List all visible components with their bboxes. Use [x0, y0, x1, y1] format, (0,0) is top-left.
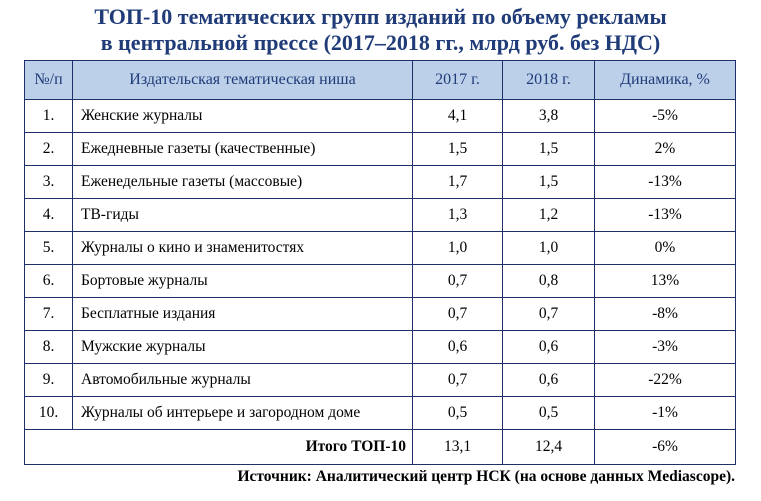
row-dynamics: -3% — [595, 331, 736, 364]
row-dynamics: -13% — [595, 166, 736, 199]
row-number: 4. — [25, 199, 73, 232]
row-dynamics: 0% — [595, 232, 736, 265]
row-niche: Журналы об интерьере и загородном доме — [73, 397, 413, 430]
row-niche: ТВ-гиды — [73, 199, 413, 232]
row-number: 8. — [25, 331, 73, 364]
table-row — [25, 133, 736, 166]
header-niche: Издательская тематическая ниша — [73, 61, 413, 100]
total-dynamics: -6% — [595, 430, 736, 465]
header-dynamics: Динамика, % — [595, 61, 736, 100]
row-2017: 1,5 — [413, 133, 503, 166]
row-2017: 1,3 — [413, 199, 503, 232]
page-title — [0, 4, 761, 56]
row-niche: Ежедневные газеты (качественные) — [73, 133, 413, 166]
row-number: 9. — [25, 364, 73, 397]
table-header-row — [25, 61, 736, 100]
row-2017: 0,5 — [413, 397, 503, 430]
row-dynamics: -5% — [595, 100, 736, 133]
source-note: Источник: Аналитический центр НСК (на основе данных Mediascope). — [237, 468, 735, 485]
row-number: 7. — [25, 298, 73, 331]
row-niche: Женские журналы — [73, 100, 413, 133]
row-number: 6. — [25, 265, 73, 298]
row-niche: Бортовые журналы — [73, 265, 413, 298]
row-2018: 1,2 — [503, 199, 595, 232]
row-2018: 3,8 — [503, 100, 595, 133]
header-2017: 2017 г. — [413, 61, 503, 100]
row-2018: 1,5 — [503, 133, 595, 166]
row-2018: 1,0 — [503, 232, 595, 265]
table-row — [25, 331, 736, 364]
ad-volume-table — [24, 60, 736, 465]
row-number: 5. — [25, 232, 73, 265]
row-2017: 0,6 — [413, 331, 503, 364]
row-2018: 1,5 — [503, 166, 595, 199]
row-dynamics: -13% — [595, 199, 736, 232]
row-dynamics: -1% — [595, 397, 736, 430]
total-label-cell — [25, 430, 413, 465]
total-row — [25, 430, 736, 465]
row-2018: 0,5 — [503, 397, 595, 430]
table-row — [25, 199, 736, 232]
row-2017: 4,1 — [413, 100, 503, 133]
row-niche: Бесплатные издания — [73, 298, 413, 331]
row-number: 1. — [25, 100, 73, 133]
row-number: 10. — [25, 397, 73, 430]
header-number: №/п — [25, 61, 73, 100]
row-2017: 0,7 — [413, 298, 503, 331]
row-niche: Еженедельные газеты (массовые) — [73, 166, 413, 199]
row-2017: 1,0 — [413, 232, 503, 265]
table-row — [25, 397, 736, 430]
row-dynamics: 13% — [595, 265, 736, 298]
row-dynamics: 2% — [595, 133, 736, 166]
title-line-2: в центральной прессе (2017–2018 гг., млрд руб. без НДС) — [100, 30, 661, 55]
row-2017: 0,7 — [413, 364, 503, 397]
row-number: 2. — [25, 133, 73, 166]
total-2017: 13,1 — [413, 430, 503, 465]
table-row — [25, 100, 736, 133]
table-row — [25, 298, 736, 331]
row-2017: 1,7 — [413, 166, 503, 199]
row-niche: Автомобильные журналы — [73, 364, 413, 397]
total-label: Итого ТОП-10 — [305, 438, 406, 455]
table-row — [25, 265, 736, 298]
row-niche: Мужские журналы — [73, 331, 413, 364]
total-2018: 12,4 — [503, 430, 595, 465]
row-number: 3. — [25, 166, 73, 199]
row-2018: 0,6 — [503, 364, 595, 397]
row-2018: 0,8 — [503, 265, 595, 298]
row-2017: 0,7 — [413, 265, 503, 298]
table-row — [25, 166, 736, 199]
title-line-1: ТОП-10 тематических групп изданий по объему рекламы — [94, 4, 667, 29]
row-dynamics: -22% — [595, 364, 736, 397]
row-niche: Журналы о кино и знаменитостях — [73, 232, 413, 265]
row-2018: 0,6 — [503, 331, 595, 364]
table-row — [25, 232, 736, 265]
header-2018: 2018 г. — [503, 61, 595, 100]
row-2018: 0,7 — [503, 298, 595, 331]
row-dynamics: -8% — [595, 298, 736, 331]
table-row — [25, 364, 736, 397]
